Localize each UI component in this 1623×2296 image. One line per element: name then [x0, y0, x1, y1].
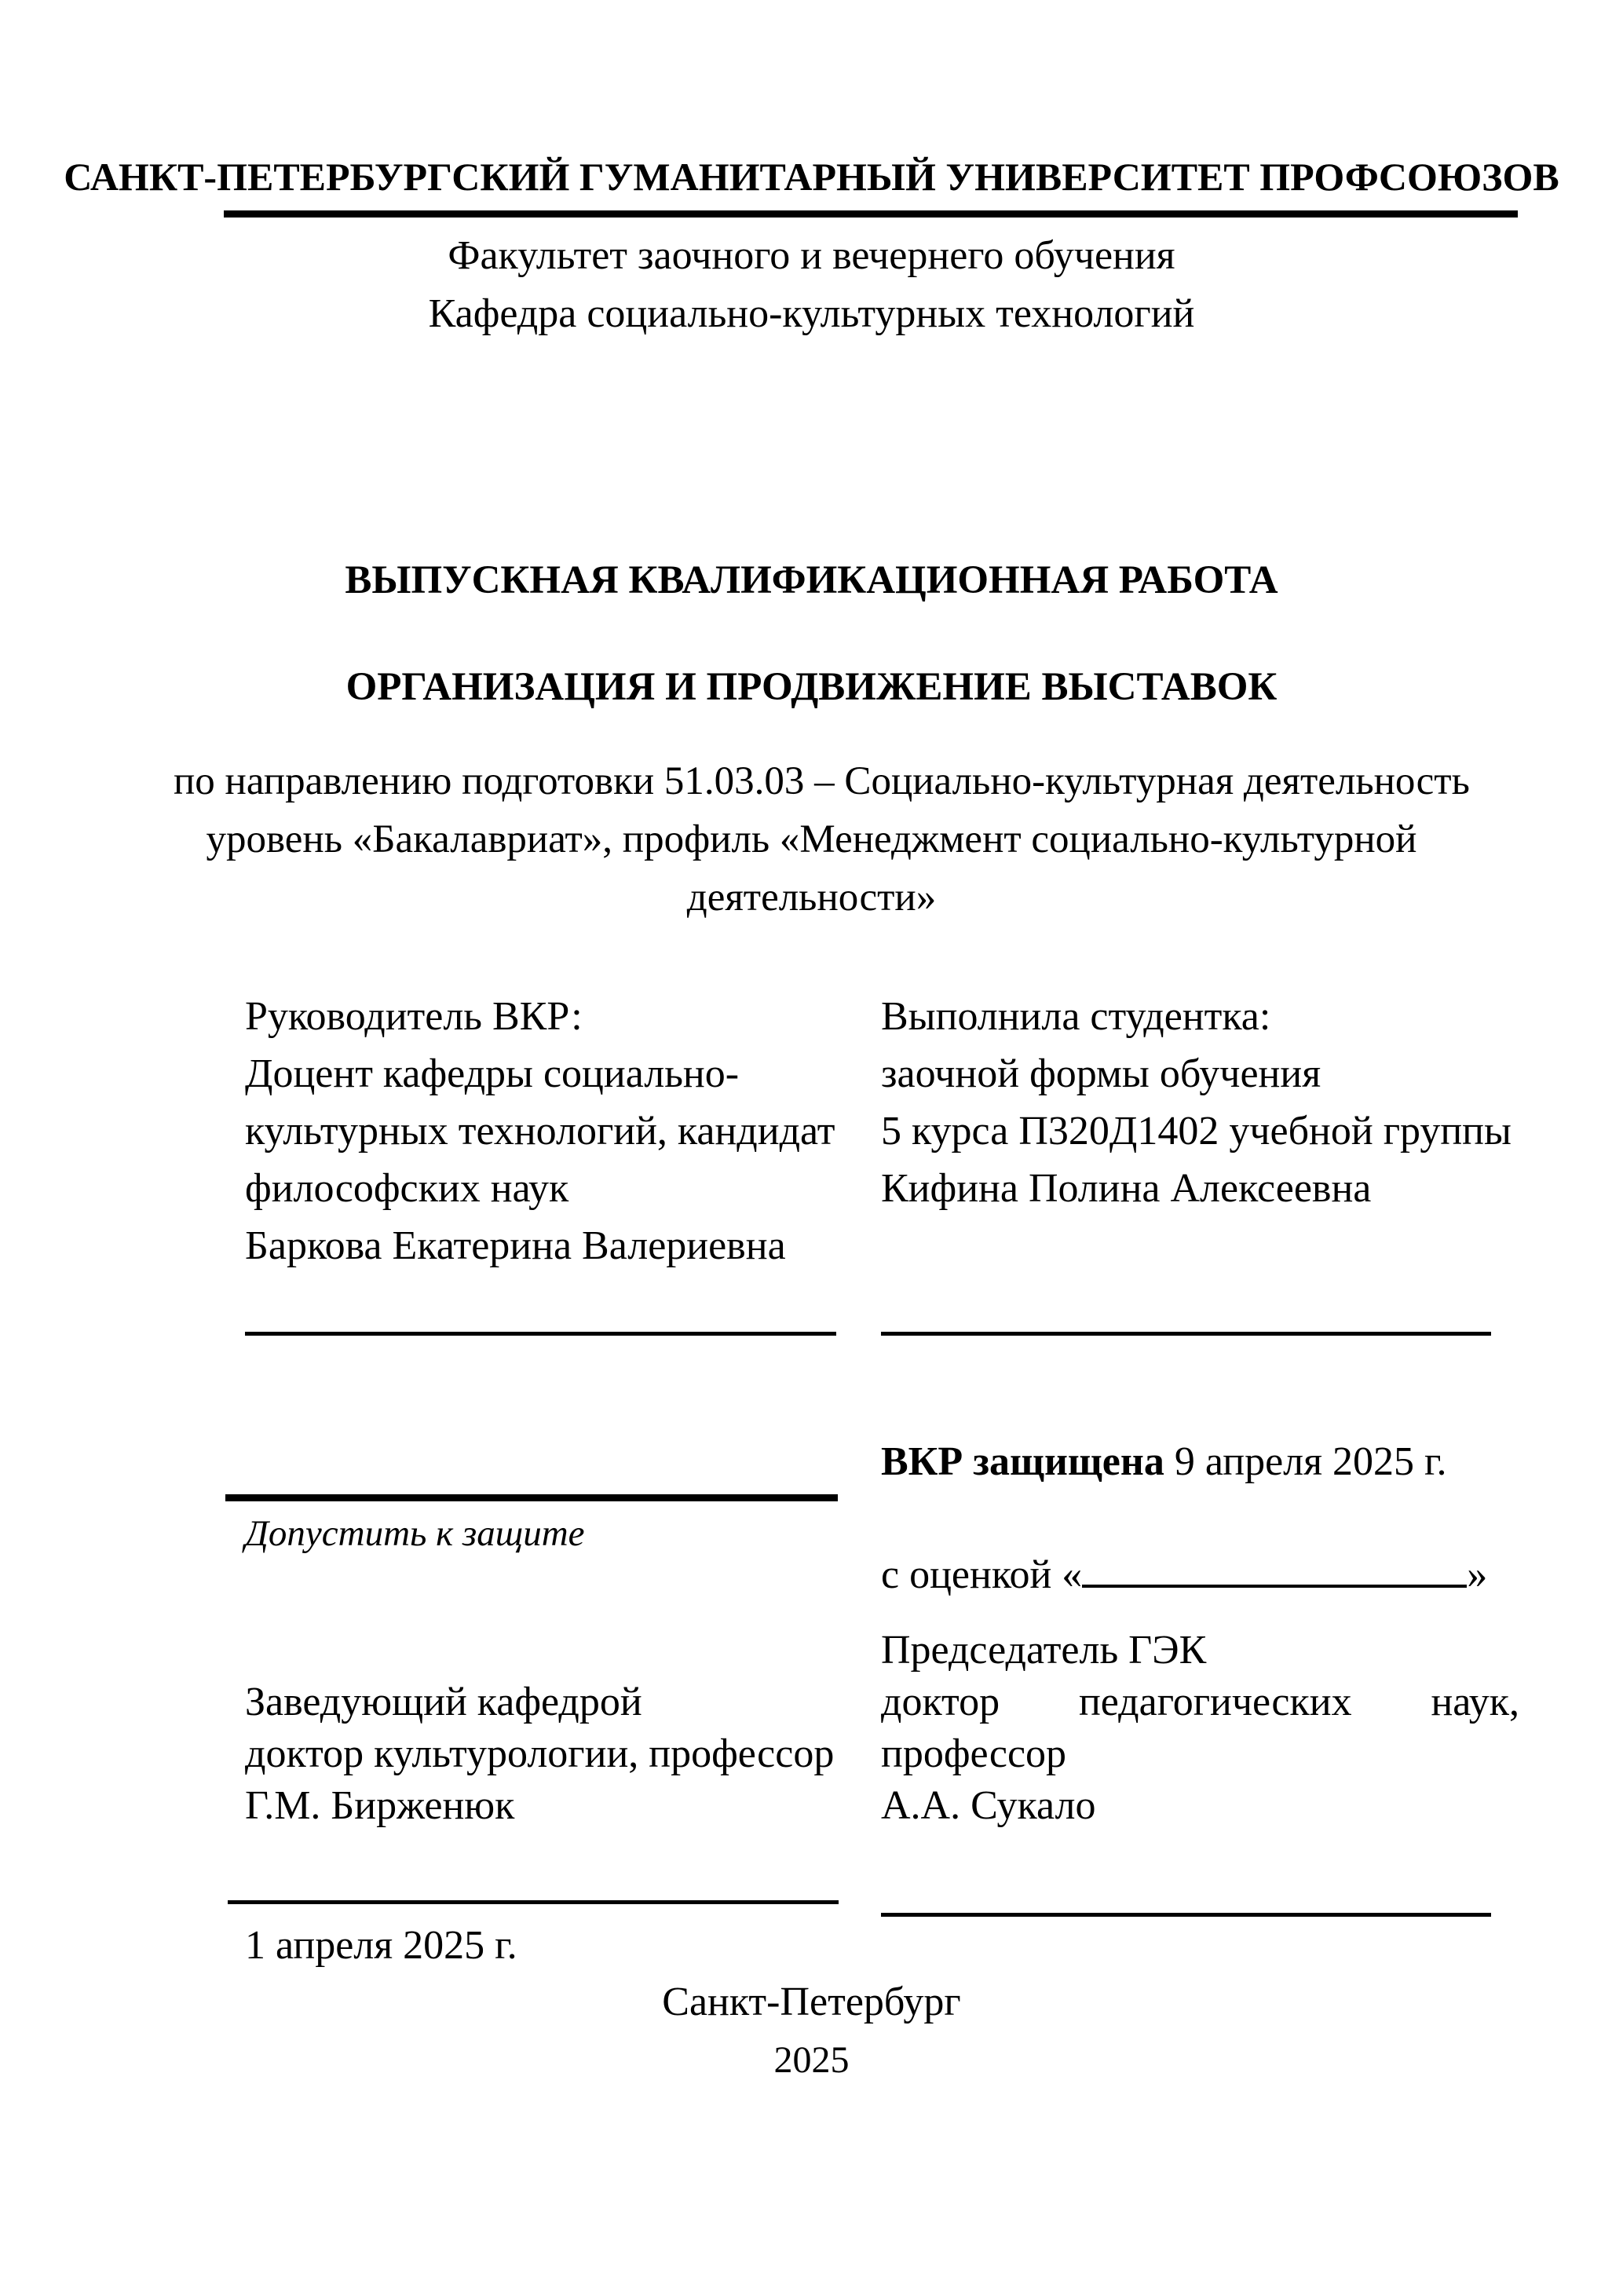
student-block [881, 988, 1525, 1217]
signature-line-supervisor [245, 1332, 836, 1336]
program-line-1: по направлению подготовки 51.03.03 – Социально-культурная деятельность [174, 759, 1470, 803]
committee-chair-name: А.А. Сукало [881, 1783, 1096, 1828]
defense-label: ВКР защищена [881, 1439, 1164, 1484]
department-head-degree: доктор культурологии, профессор [245, 1731, 835, 1776]
grade-line [881, 1544, 1487, 1598]
signature-line-department-head [228, 1900, 839, 1904]
chair-degree-line [881, 1679, 1519, 1725]
supervisor-position-2: культурных технологий, кандидат [245, 1109, 835, 1153]
work-title: ОРГАНИЗАЦИЯ И ПРОДВИЖЕНИЕ ВЫСТАВОК [345, 665, 1278, 709]
program-block [174, 752, 1470, 927]
supervisor-role-label: Руководитель ВКР: [245, 994, 583, 1039]
chair-degree-word-3: наук, [1431, 1680, 1519, 1724]
chair-degree-word-2: педагогических [1078, 1680, 1352, 1724]
faculty-name: Факультет заочного и вечернего обучения [448, 233, 1175, 278]
student-form: заочной формы обучения [881, 1051, 1321, 1096]
supervisor-position-1: Доцент кафедры социально- [245, 1051, 740, 1096]
defense-statement [881, 1439, 1447, 1485]
department-head-title: Заведующий кафедрой [245, 1680, 642, 1724]
footer-city: Санкт-Петербург [662, 1980, 961, 2024]
department-name: Кафедра социально-культурных технологий [428, 291, 1195, 336]
program-line-3: деятельности» [686, 876, 937, 919]
chair-degree-word-1: доктор [881, 1680, 1000, 1724]
signature-line-committee-chair [881, 1913, 1491, 1917]
department-head-name: Г.М. Бирженюк [245, 1783, 515, 1828]
admission-date: 1 апреля 2025 г. [245, 1923, 517, 1968]
admission-note: Допустить к защите [245, 1513, 585, 1554]
program-line-2: уровень «Бакалавриат», профиль «Менеджмент социально-культурной [206, 817, 1417, 861]
committee-chair-title: Председатель ГЭК [881, 1628, 1207, 1673]
defense-date: 9 апреля 2025 г. [1164, 1439, 1447, 1484]
supervisor-name: Баркова Екатерина Валериевна [245, 1223, 786, 1268]
student-group: 5 курса П320Д1402 учебной группы [881, 1109, 1512, 1153]
supervisor-block [245, 988, 842, 1274]
admission-rule [225, 1494, 838, 1501]
supervisor-position-3: философских наук [245, 1166, 569, 1211]
signature-line-student [881, 1332, 1491, 1336]
work-type-title: ВЫПУСКНАЯ КВАЛИФИКАЦИОННАЯ РАБОТА [345, 558, 1278, 602]
grade-suffix: » [1467, 1552, 1488, 1597]
university-name: САНКТ-ПЕТЕРБУРГСКИЙ ГУМАНИТАРНЫЙ УНИВЕРСИТЕТ ПРОФСОЮЗОВ [64, 155, 1559, 199]
student-name: Кифина Полина Алексеевна [881, 1166, 1372, 1211]
header-rule [224, 210, 1518, 218]
chair-rank: профессор [881, 1731, 1067, 1776]
grade-prefix: с оценкой « [881, 1552, 1083, 1597]
student-role-label: Выполнила студентка: [881, 994, 1271, 1039]
grade-blank-line [1082, 1544, 1467, 1588]
footer-year: 2025 [773, 2039, 850, 2081]
